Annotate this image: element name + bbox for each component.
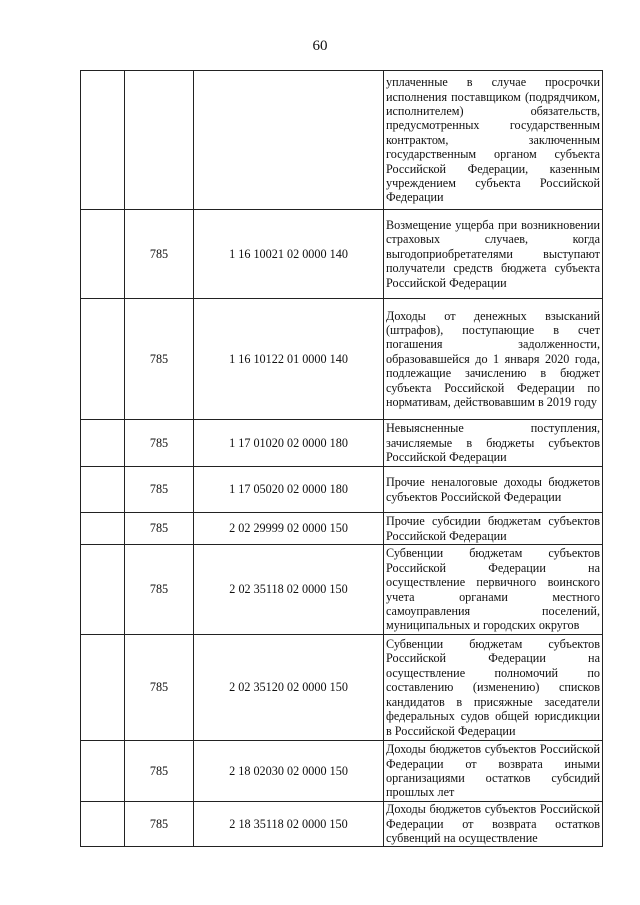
description-cell: Доходы бюджетов субъектов Российской Федерации от возврата иными организациями остатков субсидий прошлых лет [384, 741, 603, 802]
table-row [81, 802, 603, 847]
description-cell: Доходы бюджетов субъектов Российской Федерации от возврата остатков субвенций на осуществление [384, 802, 603, 847]
description-cell: Субвенции бюджетам субъектов Российской Федерации на осуществление первичного воинского учета органами местного самоуправления поселений, муниципальных и городских округов [384, 545, 603, 635]
index-cell [81, 467, 125, 513]
admin-code-cell: 785 [125, 420, 194, 467]
admin-code-cell: 785 [125, 210, 194, 299]
admin-code-cell: 785 [125, 299, 194, 420]
table-row [81, 635, 603, 741]
page-number: 60 [312, 38, 328, 54]
budget-code-cell: 2 18 35118 02 0000 150 [194, 802, 384, 847]
admin-code-cell: 785 [125, 513, 194, 545]
table-row [81, 299, 603, 420]
table-row [81, 467, 603, 513]
description-cell: Доходы от денежных взысканий (штрафов), поступающие в счет погашения задолженности, образовавшейся до 1 января 2020 года, подлежащие зачислению в бюджет субъекта Российской Федерации по нормативам, действовавшим в 2019 году [384, 299, 603, 420]
admin-code-cell: 785 [125, 545, 194, 635]
budget-code-cell: 1 17 01020 02 0000 180 [194, 420, 384, 467]
index-cell [81, 545, 125, 635]
index-cell [81, 802, 125, 847]
budget-code-cell: 2 02 35120 02 0000 150 [194, 635, 384, 741]
table-row [81, 420, 603, 467]
description-cell: Прочие неналоговые доходы бюджетов субъектов Российской Федерации [384, 467, 603, 513]
table-row [81, 71, 603, 210]
index-cell [81, 741, 125, 802]
table-row [81, 210, 603, 299]
admin-code-cell [125, 71, 194, 210]
description-cell: Возмещение ущерба при возникновении страховых случаев, когда выгодоприобретателями выступают получатели средств бюджета субъекта Российской Федерации [384, 210, 603, 299]
budget-code-cell [194, 71, 384, 210]
index-cell [81, 299, 125, 420]
description-cell: Субвенции бюджетам субъектов Российской Федерации на осуществление полномочий по составлению (изменению) списков кандидатов в присяжные заседатели федеральных судов общей юрисдикции в Российской Федерации [384, 635, 603, 741]
description-cell: уплаченные в случае просрочки исполнения поставщиком (подрядчиком, исполнителем) обязательств, предусмотренных государственным контрактом, заключенным государственным органом субъекта Российской Федерации, казенным учреждением субъекта Российской Федерации [384, 71, 603, 210]
budget-revenue-table [80, 70, 603, 847]
index-cell [81, 210, 125, 299]
index-cell [81, 420, 125, 467]
table-row [81, 545, 603, 635]
index-cell [81, 513, 125, 545]
index-cell [81, 71, 125, 210]
index-cell [81, 635, 125, 741]
table-row [81, 513, 603, 545]
budget-code-cell: 2 02 35118 02 0000 150 [194, 545, 384, 635]
table-row [81, 741, 603, 802]
budget-code-cell: 1 17 05020 02 0000 180 [194, 467, 384, 513]
budget-code-cell: 1 16 10021 02 0000 140 [194, 210, 384, 299]
admin-code-cell: 785 [125, 741, 194, 802]
admin-code-cell: 785 [125, 802, 194, 847]
description-cell: Невыясненные поступления, зачисляемые в бюджеты субъектов Российской Федерации [384, 420, 603, 467]
budget-code-cell: 2 18 02030 02 0000 150 [194, 741, 384, 802]
budget-code-cell: 2 02 29999 02 0000 150 [194, 513, 384, 545]
admin-code-cell: 785 [125, 635, 194, 741]
admin-code-cell: 785 [125, 467, 194, 513]
description-cell: Прочие субсидии бюджетам субъектов Российской Федерации [384, 513, 603, 545]
budget-code-cell: 1 16 10122 01 0000 140 [194, 299, 384, 420]
